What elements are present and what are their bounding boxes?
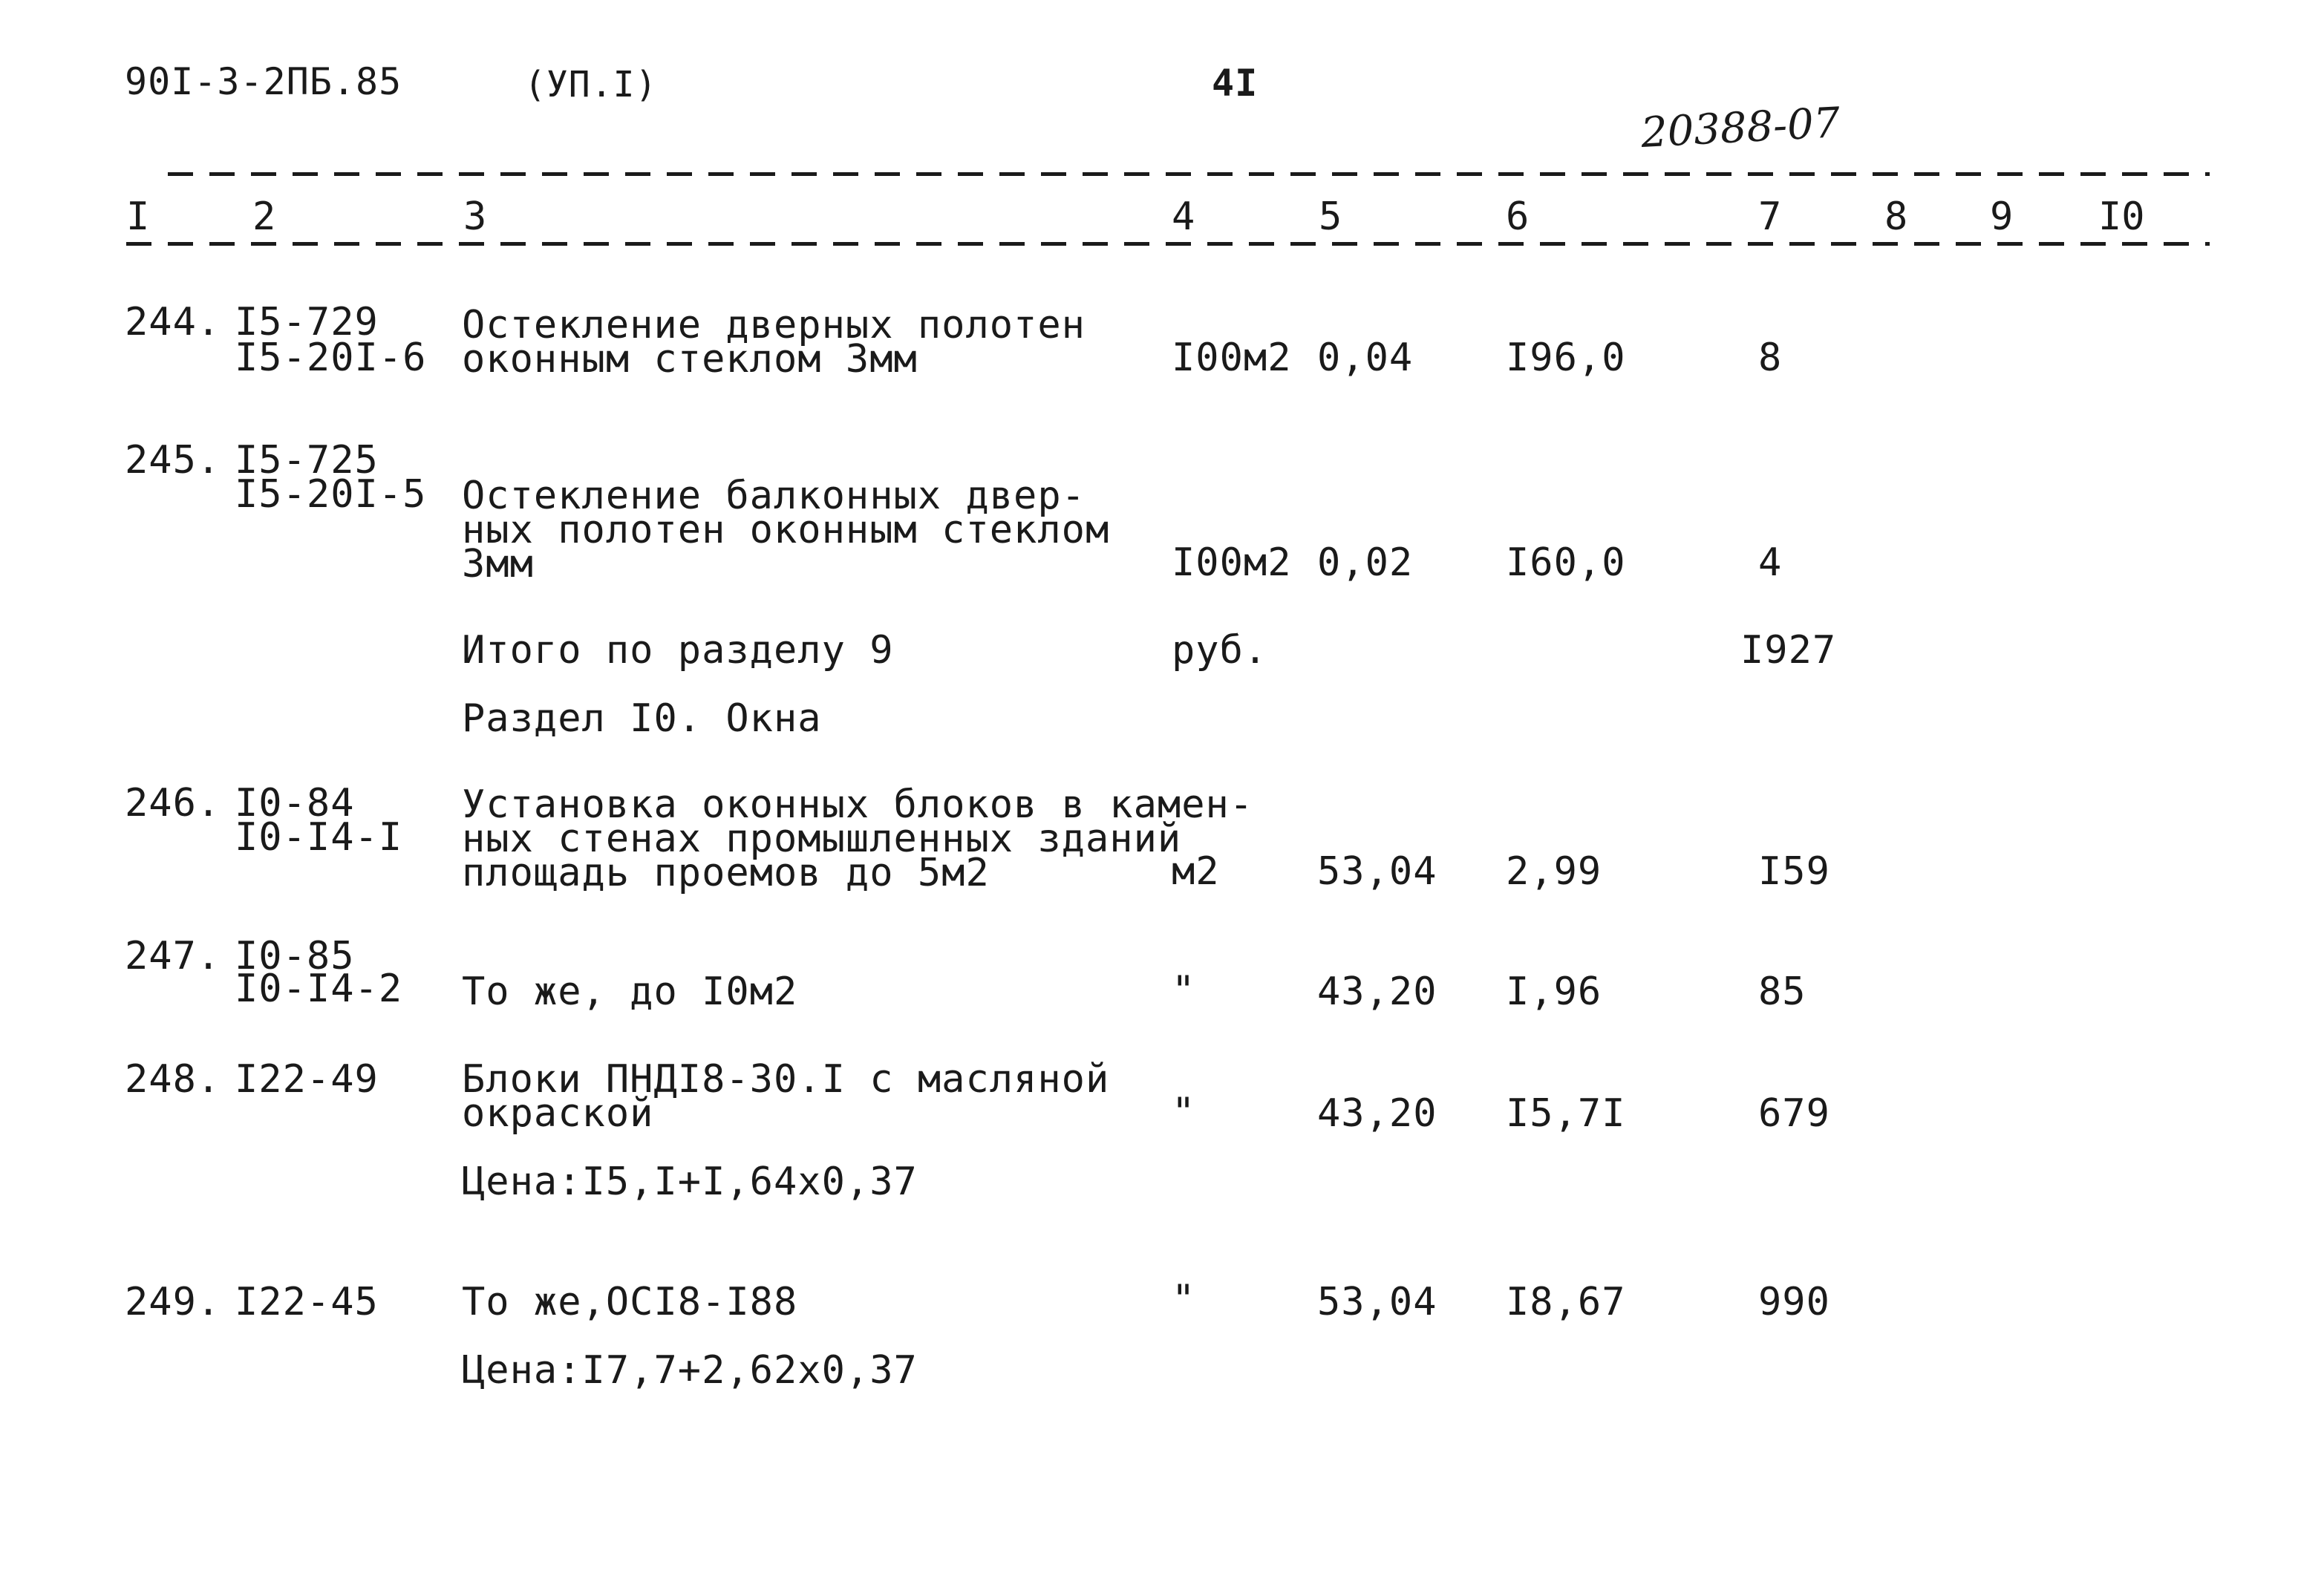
price-calculation: Цена:I7,7+2,62х0,37	[462, 1348, 918, 1393]
quantity: 53,04	[1317, 1280, 1437, 1324]
rate-code: I5-729	[235, 300, 379, 344]
work-description: оконным стеклом 3мм	[462, 337, 918, 382]
work-description: 3мм	[462, 542, 534, 586]
total-cost: I59	[1758, 849, 1830, 894]
quantity: 0,04	[1317, 336, 1414, 380]
work-description: ных полотен оконным стеклом	[462, 508, 1110, 552]
total-cost: 990	[1758, 1280, 1830, 1324]
total-cost: 679	[1758, 1091, 1830, 1136]
work-description: Остекление балконных двер-	[462, 474, 1086, 518]
col-header-5: 5	[1319, 194, 1342, 239]
unit-price: I96,0	[1506, 336, 1626, 380]
unit: м2	[1172, 849, 1220, 894]
row-number: 247.	[125, 934, 221, 978]
work-description: ных стенах промышленных зданий	[462, 817, 1182, 861]
price-code: I0-I4-2	[235, 967, 403, 1011]
col-header-4: 4	[1172, 194, 1195, 239]
unit-price: I60,0	[1506, 540, 1626, 585]
row-number: 248.	[125, 1057, 221, 1102]
unit: "	[1172, 1277, 1196, 1321]
col-header-3: 3	[463, 194, 487, 239]
row-number: 246.	[125, 781, 221, 826]
col-header-6: 6	[1506, 194, 1530, 239]
work-description: площадь проемов до 5м2	[462, 851, 990, 895]
album-label: (УП.I)	[524, 64, 658, 105]
work-description: То же,ОСI8-I88	[462, 1280, 798, 1324]
stamp-number: 20388-07	[1639, 99, 1841, 157]
unit: I00м2	[1172, 336, 1292, 380]
total-cost: 8	[1758, 336, 1783, 380]
rate-code: I0-85	[235, 934, 355, 978]
doc-code: 90I-3-2ПБ.85	[125, 60, 402, 103]
col-header-9: 9	[1990, 194, 2014, 239]
col-header-10: I0	[2098, 194, 2145, 239]
price-code: I5-20I-6	[235, 336, 427, 380]
header-dashed-rule	[126, 242, 2210, 246]
price-code: I5-20I-5	[235, 472, 427, 517]
price-code: I0-I4-I	[235, 815, 403, 860]
unit-price: I8,67	[1506, 1280, 1626, 1324]
quantity: 53,04	[1317, 849, 1437, 894]
subtotal-label: Итого по разделу 9	[462, 628, 894, 673]
unit: "	[1172, 968, 1196, 1013]
total-cost: 85	[1758, 970, 1806, 1014]
unit: "	[1172, 1090, 1196, 1134]
rate-code: I22-49	[235, 1057, 379, 1102]
subtotal-unit: руб.	[1172, 628, 1268, 673]
section-title: Раздел I0. Окна	[462, 696, 822, 741]
col-header-1: I	[126, 194, 150, 239]
page-number: 4I	[1212, 62, 1259, 105]
row-number: 244.	[125, 300, 221, 344]
work-description: Установка оконных блоков в камен-	[462, 782, 1254, 827]
quantity: 43,20	[1317, 1091, 1437, 1136]
col-header-7: 7	[1758, 194, 1782, 239]
unit: I00м2	[1172, 540, 1292, 585]
subtotal-total: I927	[1740, 628, 1837, 673]
col-header-8: 8	[1884, 194, 1908, 239]
work-description: Блоки ПНДI8-30.I с масляной	[462, 1057, 1110, 1102]
work-description: То же, до I0м2	[462, 970, 798, 1014]
work-description: Остекление дверных полотен	[462, 303, 1086, 347]
work-description: окраской	[462, 1091, 654, 1136]
rate-code: I22-45	[235, 1280, 379, 1324]
unit-price: I,96	[1506, 970, 1602, 1014]
quantity: 0,02	[1317, 540, 1414, 585]
col-header-2: 2	[252, 194, 276, 239]
rate-code: I0-84	[235, 781, 355, 826]
row-number: 245.	[125, 438, 221, 483]
row-number: 249.	[125, 1280, 221, 1324]
rate-code: I5-725	[235, 438, 379, 483]
unit-price: 2,99	[1506, 849, 1602, 894]
price-calculation: Цена:I5,I+I,64х0,37	[462, 1160, 918, 1204]
top-dashed-rule	[168, 172, 2210, 176]
quantity: 43,20	[1317, 970, 1437, 1014]
unit-price: I5,7I	[1506, 1091, 1626, 1136]
total-cost: 4	[1758, 540, 1783, 585]
